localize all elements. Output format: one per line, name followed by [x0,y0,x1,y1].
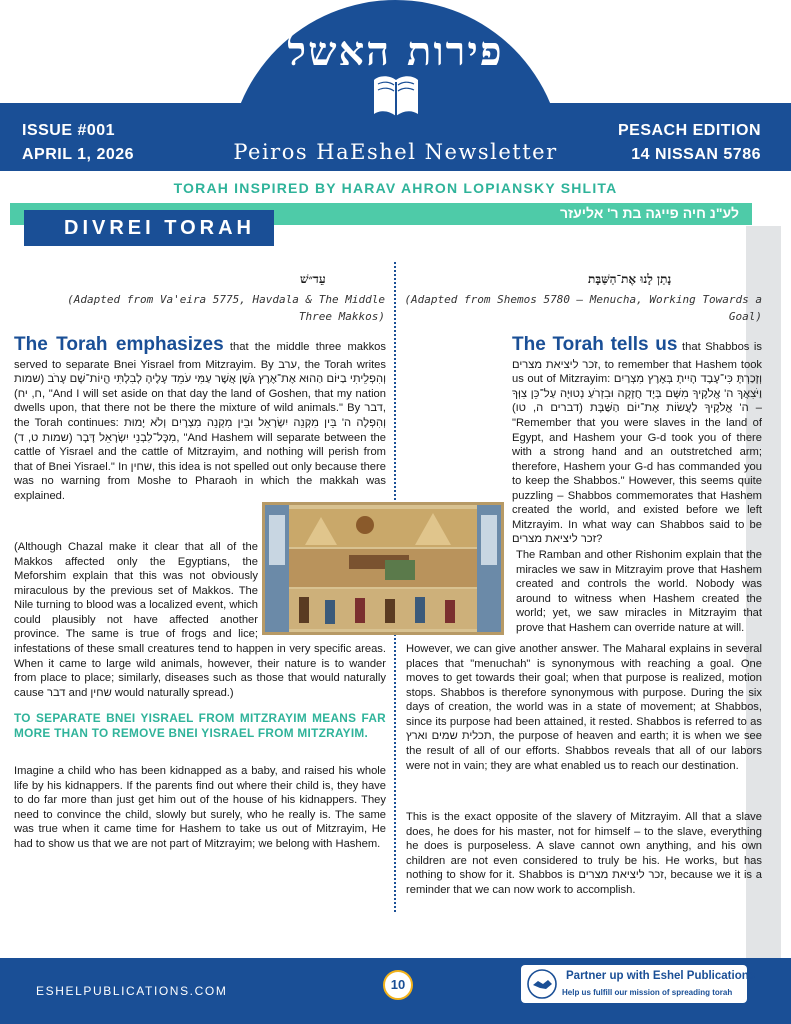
left-paragraph-1 [14,333,386,503]
right-article-title: נָתַן לָנוּ אֶת־הַשַּׁבָּת [588,272,672,286]
right-paragraph-3: However, we can give another answer. The Maharal explains in several places that "menuchah" is synonymous with reaching a goal. One moves to get towards their goal; when that purpose is realized, motion stops. Shabbos is therefore synonymous with purpose. During the six days of creation, the world was in a state of movement; at Shabbos, since its purpose had been attained, it rested. Shabbos is referred to as תכלית שמים וארץ, the purpose of heaven and earth; it is when we see the result of all of our efforts. Shabbos reveals that all of our labors were not in vain; they are what enabled us to reach our destination. [406,643,762,772]
right-paragraph-4: This is the exact opposite of the slavery of Mitzrayim. All that a slave does, he does for his master, not for himself – to the slave, everything he does is purposeless. A slave cannot own anything, and his own children are not even considered to truly be his. He works, but has nothing to show for it. Shabbos is זכר ליציאת מצרים, because we it is a reminder that we can now work to accomplish. [406,811,762,896]
image-wrap-spacer [406,485,512,623]
right-adapted-note: (Adapted from Shemos 5780 – Menucha, Working Towards a Goal) [404,293,762,323]
page-number: 10 [383,970,413,1000]
left-paragraph-2-text: (Although Chazal make it clear that all of the Makkos affected only the Egyptians, the Meforshim explain that this was not obviously miraculous by the previous set of Makkos. The Nile turning to blood was a localized event, which could plausibly not have affected another province. The same is true of frogs and lice; infestations of these small creatures tend to happen in very specific areas. When it came to large wild animals, however, their nature is to wander from place to place; similarly, diseases such as those that would naturally cause דבר and שחין would naturally spread.) [14,541,386,699]
left-paragraph-1-text: that the middle three makkos served to separate Bnei Yisrael from Mitzrayim. By ערב, the Torah writes וְהִפְלֵיתִי בַיּוֹם הַהוּא אֶת־אֶרֶץ גֹּשֶׁן אֲשֶׁר עַמִּי עֹמֵד עָלֶיהָ לְבִלְתִּי הֱיוֹת־שָׁם עָרֹב (שמות ח, יח), "And I will set aside on that day the land of Goshen, that my nation dwells upon, that there not be there the mixture of wild animals." By דבר, the Torah continues: וְהִפְלָה ה' בֵּין מִקְנֵה יִשְׂרָאֵל וּבֵין מִקְנֵה מִצְרָיִם וְלֹא יָמוּת מִכׇּל־לִבְנֵי יִשְׂרָאֵל דָּבָר (שמות ט, ד), "And Hashem will separate between the cattle of Yisrael and the cattle of Mitzrayim, and nothing will perish from that of Bnei Yisrael." In שחין, this idea is not spelled out only because there was no warning from Moshe to Pharaoh in which the makkah was explained. [14,341,387,502]
partner-subtitle: Help us fulfill our mission of spreading torah [562,988,733,997]
section-title: DIVREI TORAH [24,210,274,246]
dedication-text: לע"נ חיה פייגה בת ר' אליעזר [559,205,739,221]
hebrew-masthead-title: פירות האשל [287,28,504,75]
issue-number: ISSUE #001 [22,122,116,139]
pull-quote: TO SEPARATE BNEI YISRAEL FROM MITZRAYIM MEANS FAR MORE THAN TO REMOVE BNEI YISRAEL FROM MITZRAYIM. [14,711,386,741]
partner-title[interactable]: Partner up with Eshel Publications [566,970,756,982]
website-link[interactable]: ESHELPUBLICATIONS.COM [36,984,228,998]
edition-label: PESACH EDITION [617,122,761,139]
issue-date: APRIL 1, 2026 [22,146,135,163]
hebrew-date: 14 NISSAN 5786 [631,146,761,163]
right-lead: The Torah tells us [512,334,678,355]
handshake-icon [526,969,558,999]
subtitle: TORAH INSPIRED BY HARAV AHRON LOPIANSKY SHLITA [173,180,618,196]
book-logo-icon [370,70,422,124]
left-lead: The Torah emphasizes [14,334,224,355]
right-paragraph-1-text: that Shabbos is זכר ליציאת מצרים, to remember that Hashem took us out of Mitzrayim: וְזָכַרְתָּ כִּי־עֶבֶד הָיִיתָ בְּאֶרֶץ מִצְרַיִם וַיֹּצִאֲךָ ה' אֱלֹקֶיךָ מִשָּׁם בְּיָד חֲזָקָה וּבִזְרֹעַ נְטוּיָה עַל־כֵּן צִוְּךָ ה' אֱלֹקֶיךָ לַעֲשׂוֹת אֶת־יוֹם הַשַּׁבָּת (דברים ה, טו) – "Remember that you were slaves in the land of Egypt, and Hashem your G-d took you of there with a strong hand and an outstretched arm; therefore, Hashem your G-d has commanded you to keep the Shabbos." However, this seems quite puzzling – Shabbos commemorates that Hashem created the world, and existed before we left Mitzrayim. In what way can Shabbos said to be זכר ליציאת מצרים? [512,341,763,546]
right-paragraph-2: The Ramban and other Rishonim explain that the miracles we saw in Mitzrayim prove that Hashem created and controls the world. Nobody was around to witness when Hashem created the world; yet, we saw miracles in Mitzrayim that prove that Hashem can override nature at will. [516,549,762,634]
left-paragraph-3: Imagine a child who has been kidnapped as a baby, and raised his whole life by his kidnappers. If the parents find out where their child is, they have to do far more than just get him out of the house of his kidnappers. They need to convince the child, slowly but surely, who he really is. The same was true when it came time for Hashem to take us out of Mitzrayim, He had to show us that we are not part of Mitzrayim; we belong with Hashem. [14,765,386,850]
left-article-title: עֵד״שׁ [300,272,326,286]
newsletter-name: Peiros HaEshel Newsletter [233,140,558,164]
left-adapted-note: (Adapted from Va'eira 5775, Havdala & The Middle Three Makkos) [67,293,385,323]
